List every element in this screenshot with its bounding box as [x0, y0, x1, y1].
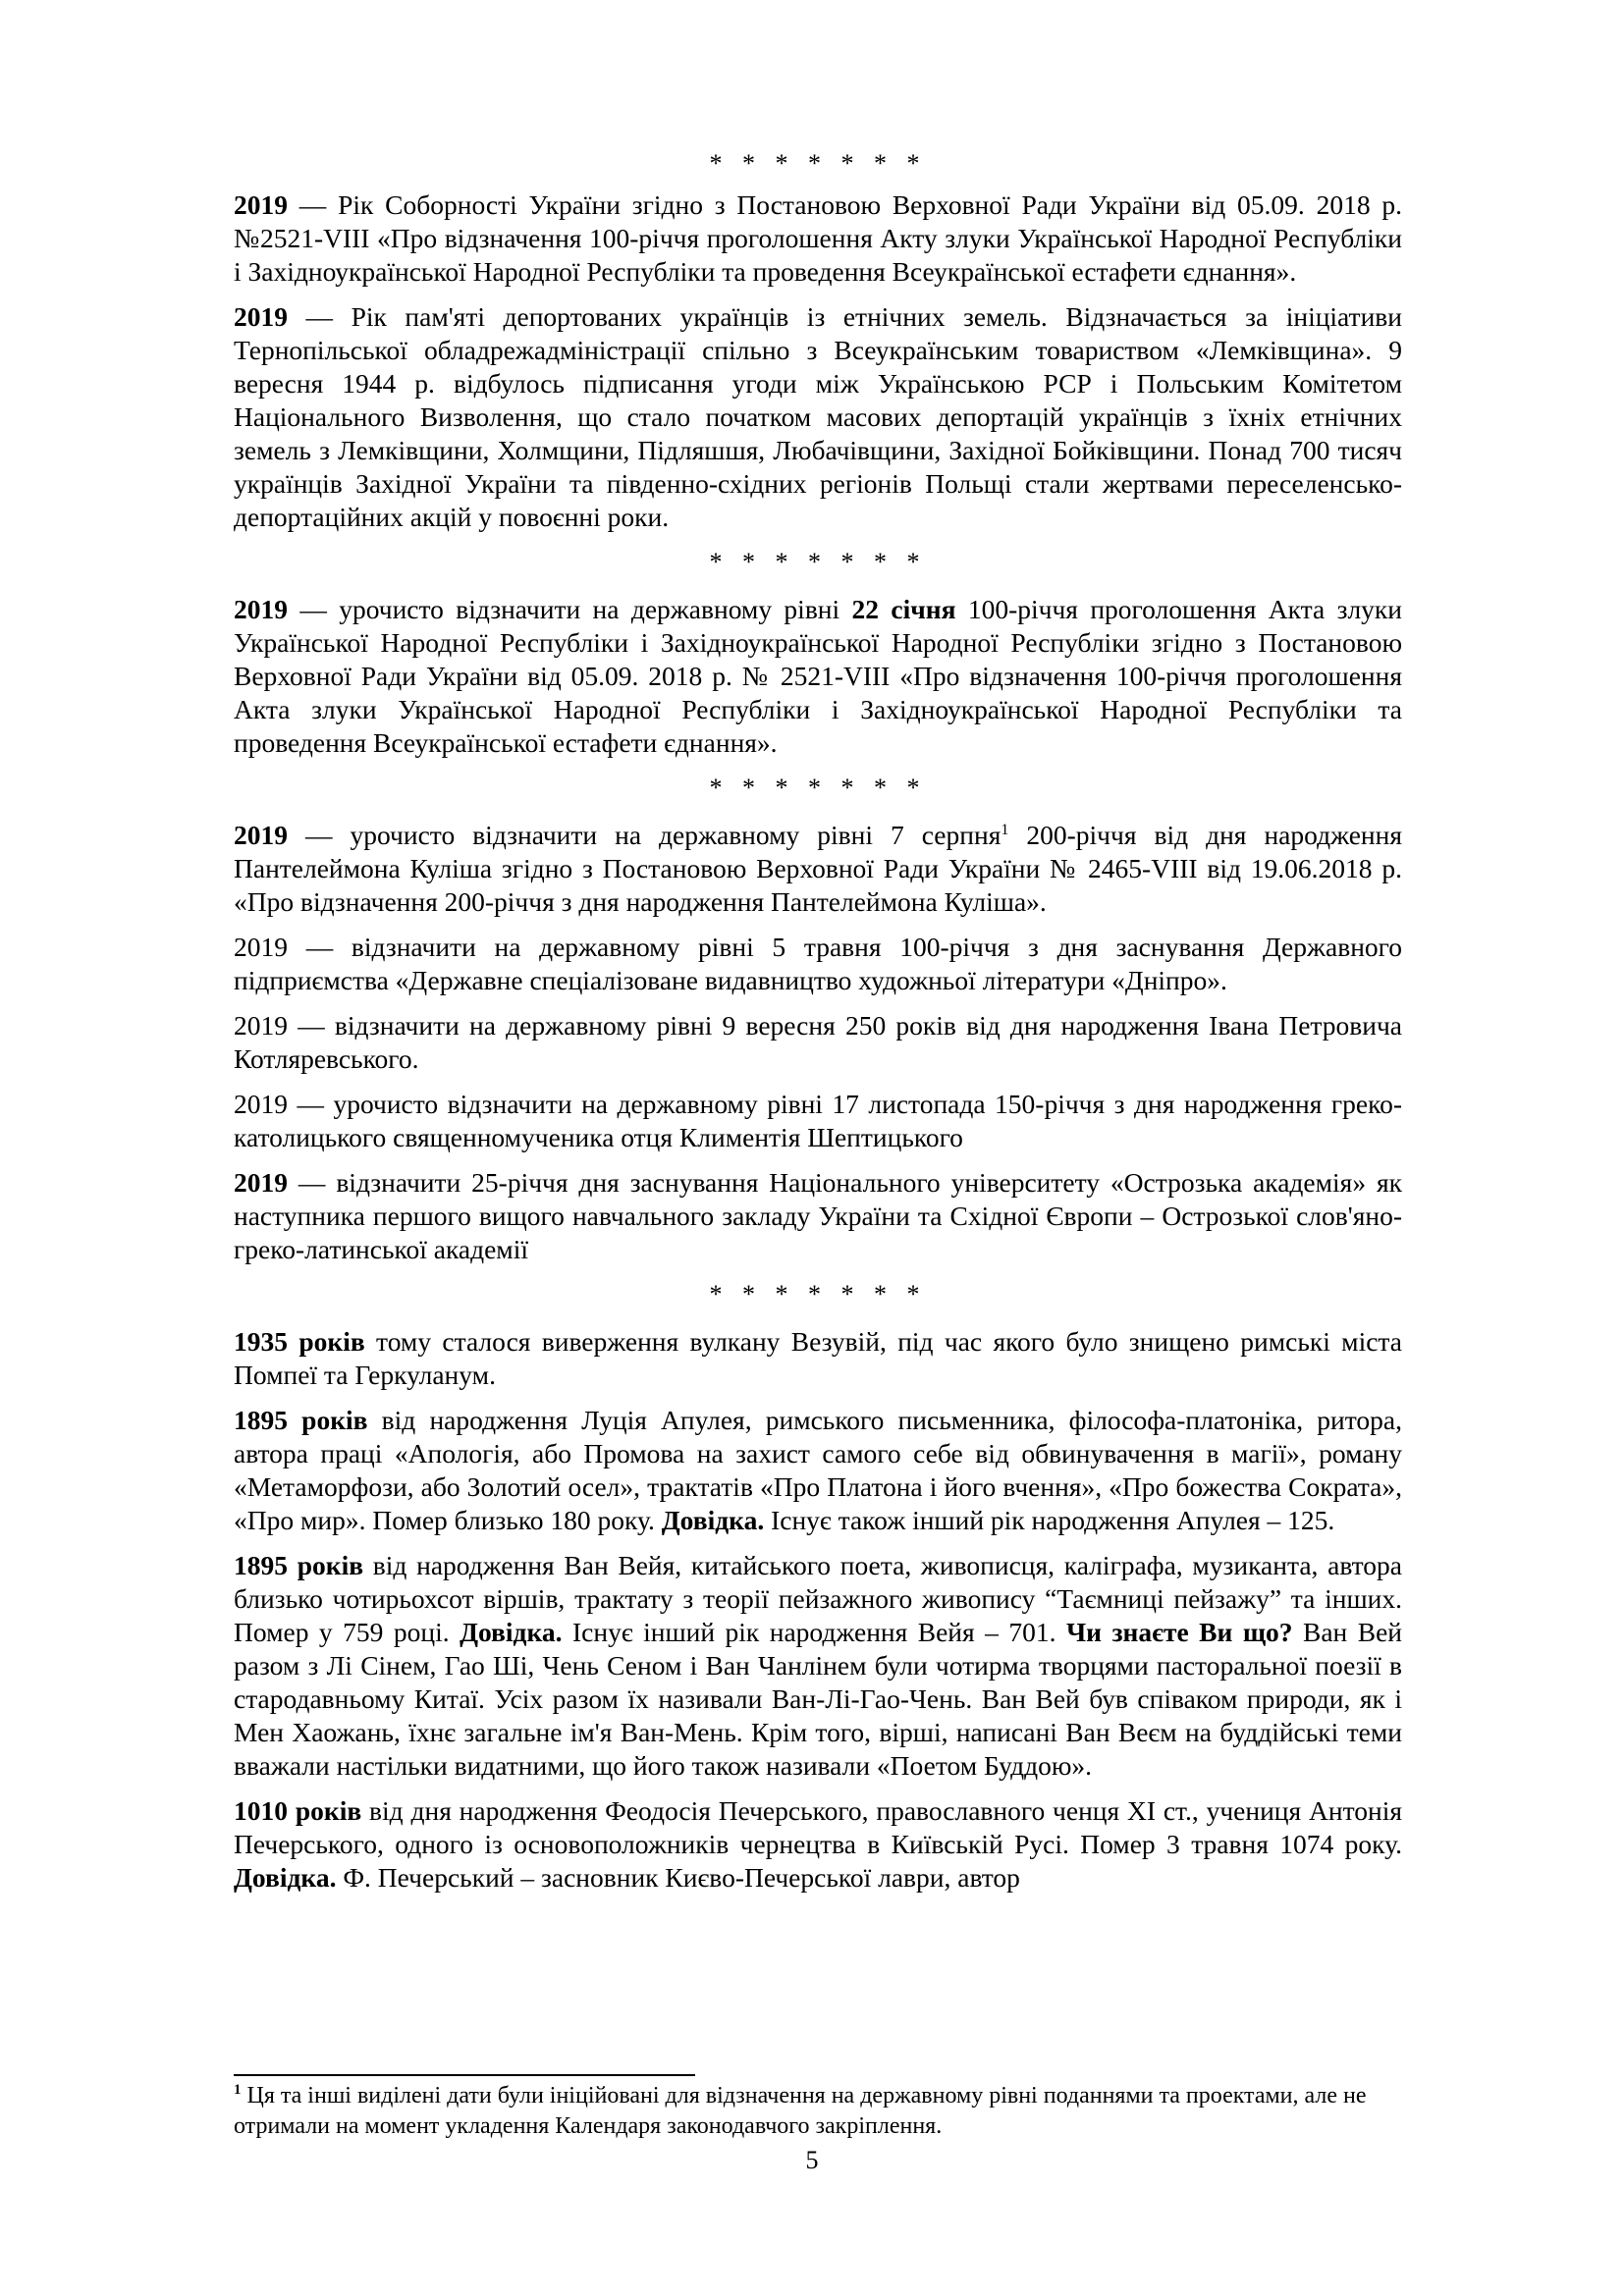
paragraph-unification-act: [234, 593, 1402, 760]
anniversary-label: 1895 років: [234, 1405, 368, 1435]
document-body: [234, 147, 1402, 1906]
anniversary-label: 1895 років: [234, 1550, 364, 1580]
note-label: Довідка.: [460, 1617, 563, 1647]
date-label: 22 січня: [851, 594, 956, 624]
paragraph-ostroh-academy: [234, 1166, 1402, 1266]
year-label: 2019: [234, 301, 288, 332]
year-label: 2019: [234, 189, 288, 220]
paragraph-sheptytsky: 2019 — урочисто відзначити на державному рівні 17 листопада 150-річчя з дня народження греко-католицького священномученика отця Климентія Шептицького: [234, 1089, 1402, 1152]
note-label: Довідка.: [661, 1505, 765, 1535]
paragraph-unity-year: [234, 188, 1402, 289]
paragraph-text: — відзначити 25-річчя дня заснування Національного університету «Острозька академія» як наступника першого вищого навчального закладу України та Східної Європи – Острозької слов'яно-греко-латинської академії: [234, 1167, 1402, 1264]
paragraph-deportation-memory: [234, 300, 1402, 534]
paragraph-text: від дня народження Феодосія Печерського, православного ченця XI ст., учениця Антонія Печерського, одного із основоположників чернецтва в Київській Русі. Помер 3 травня 1074 року.: [234, 1795, 1402, 1859]
paragraph-wang-wei: [234, 1549, 1402, 1783]
anniversary-label: 1010 років: [234, 1795, 362, 1826]
paragraph-kulish: [234, 819, 1402, 919]
paragraph-text: 200-річчя від дня народження Пантелеймона Куліша згідно з Постановою Верховної Ради України № 2465-VIII від 19.06.2018 р. «Про відзначення 200-річчя з дня народження Пантелеймона Куліша».: [234, 820, 1402, 917]
paragraph-text: від народження Луція Апулея, римського письменника, філософа-платоніка, ритора, автора праці «Апологія, або Промова на захист самого себе від обвинувачення в магії», роману «Метаморфози, або Золотий осел», трактатів «Про Платона і його вчення», «Про божества Сократа», «Про мир». Помер близько 180 року.: [234, 1405, 1402, 1535]
paragraph-text: — Рік Соборності України згідно з Постановою Верховної Ради України від 05.09. 2018 р. №2521-VIII «Про відзначення 100-річчя проголошення Акту злуки Української Народної Республіки і Західноукраїнської Народної Республіки та проведення Всеукраїнської естафети єднання».: [234, 189, 1402, 287]
footnote: [234, 2081, 1402, 2142]
paragraph-text: — урочисто відзначити на державному рівні: [288, 594, 852, 624]
year-label: 2019: [234, 1167, 288, 1198]
section-separator: * * * * * * *: [709, 548, 927, 576]
paragraph-vesuvius: [234, 1325, 1402, 1392]
paragraph-text: Ф. Печерський – засновник Києво-Печерської лаври, автор: [336, 1862, 1020, 1893]
paragraph-text: — урочисто відзначити на державному рівні 7 серпня: [288, 820, 1001, 850]
page-number: 5: [805, 2146, 819, 2174]
section-separator: * * * * * * *: [709, 1280, 927, 1308]
footnote-mark: 1: [234, 2082, 242, 2098]
section-separator: * * * * * * *: [709, 149, 927, 178]
paragraph-dnipro-publisher: 2019 — відзначити на державному рівні 5 травня 100-річчя з дня заснування Державного підприємства «Державне спеціалізоване видавництво художньої літератури «Дніпро».: [234, 932, 1402, 995]
footnote-divider: [234, 2074, 695, 2076]
paragraph-text: від народження Ван Вейя, китайського поета, живописця, каліграфа, музиканта, автора близько чотирьохсот віршів, трактату з теорії пейзажного живопису “Таємниці пейзажу” та інших. Помер у 759 році.: [234, 1550, 1402, 1647]
paragraph-theodosius: [234, 1794, 1402, 1895]
year-label: 2019: [234, 594, 288, 624]
section-separator: * * * * * * *: [709, 774, 927, 802]
footnote-text: Ця та інші виділені дати були ініційовані для відзначення на державному рівні поданнями та проектами, але не отримали на момент укладення Календаря законодавчого закріплення.: [234, 2083, 1367, 2139]
paragraph-text: — Рік пам'яті депортованих українців із етнічних земель. Відзначається за ініціативи Тернопільської обладрежадміністрації спільно з Всеукраїнським товариством «Лемківщина». 9 вересня 1944 р. відбулось підписання угоди між Українською РСР і Польським Комітетом Національного Визволення, що стало початком масових депортацій українців з їхніх етнічних земель з Лемківщини, Холмщини, Підляшшя, Любачівщини, Західної Бойківщини. Понад 700 тисяч українців Західної України та південно-східних регіонів Польщі стали жертвами переселенсько-депортаційних акцій у повоєнні роки.: [234, 301, 1402, 532]
footnote-reference[interactable]: 1: [1001, 821, 1009, 838]
paragraph-apuleius: [234, 1404, 1402, 1537]
question-label: Чи знаєте Ви що?: [1065, 1617, 1293, 1647]
paragraph-text: 100-річчя проголошення Акта злуки Української Народної Республіки і Західноукраїнської Народної Республіки згідно з Постановою Верховної Ради України від 05.09. 2018 р. № 2521-VIII «Про відзначення 100-річчя проголошення Акта злуки Української Народної Республіки і Західноукраїнської Народної Республіки та проведення Всеукраїнської естафети єднання».: [234, 594, 1403, 758]
paragraph-text: Існує інший рік народження Вейя – 701.: [562, 1617, 1066, 1647]
paragraph-text: Ван Вей разом з Лі Сінем, Гао Ші, Чень Сеном і Ван Чанлінем були чотирма творцями пасторальної поезії в стародавньому Китаї. Усіх разом їх називали Ван-Лі-Гао-Чень. Ван Вей був співаком природи, як і Мен Хаожань, їхнє загальне ім'я Ван-Мень. Крім того, вірші, написані Ван Веєм на буддійські теми вважали настільки видатними, що його також називали «Поетом Буддою».: [234, 1617, 1402, 1781]
year-label: 2019: [234, 820, 288, 850]
anniversary-label: 1935 років: [234, 1326, 365, 1357]
paragraph-text: Існує також інший рік народження Апулея – 125.: [764, 1505, 1335, 1535]
paragraph-text: тому сталося виверження вулкану Везувій, під час якого було знищено римські міста Помпеї та Геркуланум.: [234, 1326, 1402, 1390]
note-label: Довідка.: [234, 1862, 337, 1893]
paragraph-kotliarevsky: 2019 — відзначити на державному рівні 9 вересня 250 років від дня народження Івана Петровича Котляревського.: [234, 1010, 1402, 1074]
